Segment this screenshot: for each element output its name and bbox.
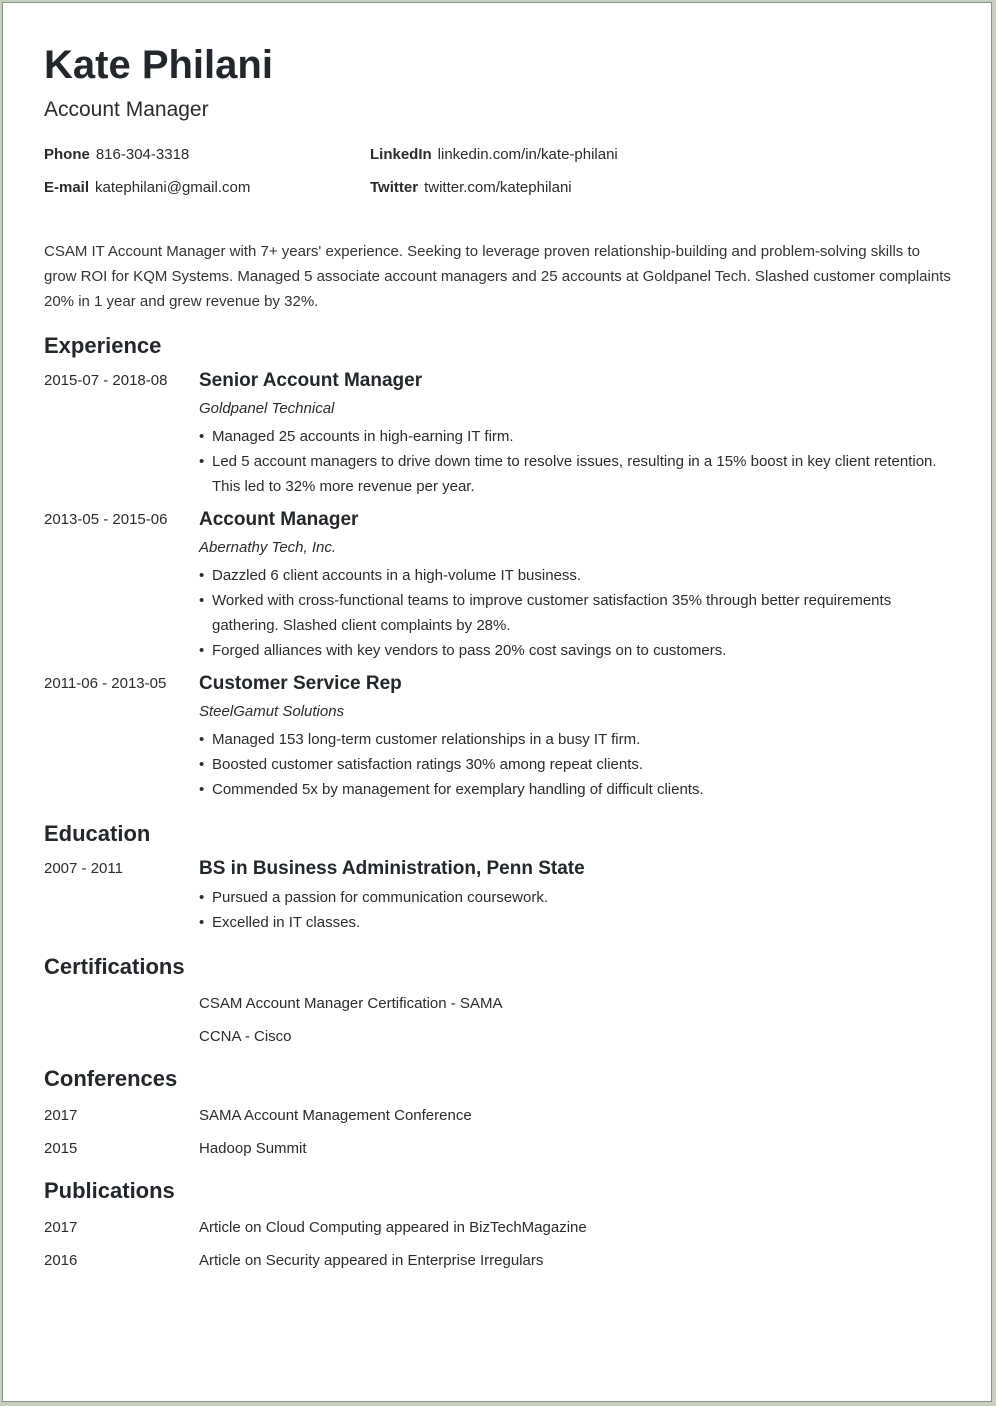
education-entry	[44, 858, 954, 935]
job-bullets	[199, 563, 954, 663]
bullet-item: • Led 5 account managers to drive down time to resolve issues, resulting in a 15% boost in key client retention. This led to 32% more revenue per year.	[199, 449, 954, 499]
job-bullets	[199, 424, 954, 499]
job-entry	[44, 370, 954, 499]
job-entry	[44, 509, 954, 663]
job-company: SteelGamut Solutions	[199, 703, 345, 720]
experience-heading: Experience	[44, 333, 162, 358]
resume-page	[2, 2, 992, 1402]
email-label: E-mail	[44, 179, 90, 196]
job-dates: 2015-07 - 2018-08	[44, 372, 168, 389]
conference-year: 2015	[44, 1140, 78, 1157]
bullet-item: • Managed 153 long-term customer relationships in a busy IT firm.	[199, 727, 954, 752]
candidate-name: Kate Philani	[44, 43, 273, 87]
job-role: Account Manager	[199, 509, 359, 530]
email-value: katephilani@gmail.com	[95, 179, 251, 196]
conference-text: SAMA Account Management Conference	[199, 1107, 472, 1124]
phone-label: Phone	[44, 146, 90, 163]
conference-year: 2017	[44, 1107, 78, 1124]
summary-paragraph: CSAM IT Account Manager with 7+ years' experience. Seeking to leverage proven relationship-building and problem-solving skills to grow ROI for KQM Systems. Managed 5 associate account managers and 25 accounts at Goldpanel Tech. Slashed customer complaints 20% in 1 year and grew revenue by 32%.	[44, 243, 951, 310]
bullet-item: • Worked with cross-functional teams to improve customer satisfaction 35% through better requirements gathering. Slashed client complaints by 28%.	[199, 588, 954, 638]
contact-twitter	[370, 178, 572, 198]
job-dates: 2011-06 - 2013-05	[44, 675, 167, 692]
education-bullets	[199, 885, 954, 935]
certification-item	[44, 994, 954, 1014]
contact-phone	[44, 145, 189, 165]
resume-content	[44, 39, 954, 1271]
bullet-item: • Managed 25 accounts in high-earning IT firm.	[199, 424, 954, 449]
certification-text: CCNA - Cisco	[199, 1028, 292, 1045]
publications-heading: Publications	[44, 1178, 175, 1203]
certification-text: CSAM Account Manager Certification - SAMA	[199, 995, 503, 1012]
publication-text: Article on Security appeared in Enterprise Irregulars	[199, 1252, 544, 1269]
job-role: Customer Service Rep	[199, 673, 402, 694]
certifications-heading: Certifications	[44, 954, 185, 979]
linkedin-label: LinkedIn	[370, 146, 432, 163]
linkedin-value: linkedin.com/in/kate-philani	[437, 146, 618, 163]
candidate-title: Account Manager	[44, 98, 209, 121]
twitter-value: twitter.com/katephilani	[424, 179, 572, 196]
contact-block	[44, 145, 954, 211]
education-section	[44, 820, 954, 935]
bullet-item: • Boosted customer satisfaction ratings 30% among repeat clients.	[199, 752, 954, 777]
experience-section	[44, 332, 954, 802]
publications-section	[44, 1177, 954, 1271]
twitter-label: Twitter	[370, 179, 419, 196]
job-company: Goldpanel Technical	[199, 400, 335, 417]
job-entry	[44, 673, 954, 802]
education-heading: Education	[44, 821, 151, 846]
job-dates: 2013-05 - 2015-06	[44, 511, 168, 528]
bullet-item: • Dazzled 6 client accounts in a high-volume IT business.	[199, 563, 954, 588]
certifications-section	[44, 953, 954, 1047]
publication-item	[44, 1251, 954, 1271]
contact-linkedin	[370, 145, 618, 165]
job-company: Abernathy Tech, Inc.	[199, 539, 337, 556]
phone-value: 816-304-3318	[95, 146, 190, 163]
publication-year: 2017	[44, 1219, 78, 1236]
job-role: Senior Account Manager	[199, 370, 423, 391]
bullet-item: • Excelled in IT classes.	[199, 910, 954, 935]
conferences-section	[44, 1065, 954, 1159]
conference-item	[44, 1139, 954, 1159]
contact-email	[44, 178, 250, 198]
conference-item	[44, 1106, 954, 1126]
bullet-item: • Forged alliances with key vendors to pass 20% cost savings on to customers.	[199, 638, 954, 663]
bullet-item: • Pursued a passion for communication coursework.	[199, 885, 954, 910]
job-bullets	[199, 727, 954, 802]
publication-item	[44, 1218, 954, 1238]
publication-text: Article on Cloud Computing appeared in BizTechMagazine	[199, 1219, 587, 1236]
publication-year: 2016	[44, 1252, 78, 1269]
education-degree: BS in Business Administration, Penn State	[199, 858, 585, 879]
education-dates: 2007 - 2011	[44, 860, 123, 877]
conferences-heading: Conferences	[44, 1066, 178, 1091]
conference-text: Hadoop Summit	[199, 1140, 307, 1157]
certification-item	[44, 1027, 954, 1047]
bullet-item: • Commended 5x by management for exemplary handling of difficult clients.	[199, 777, 954, 802]
